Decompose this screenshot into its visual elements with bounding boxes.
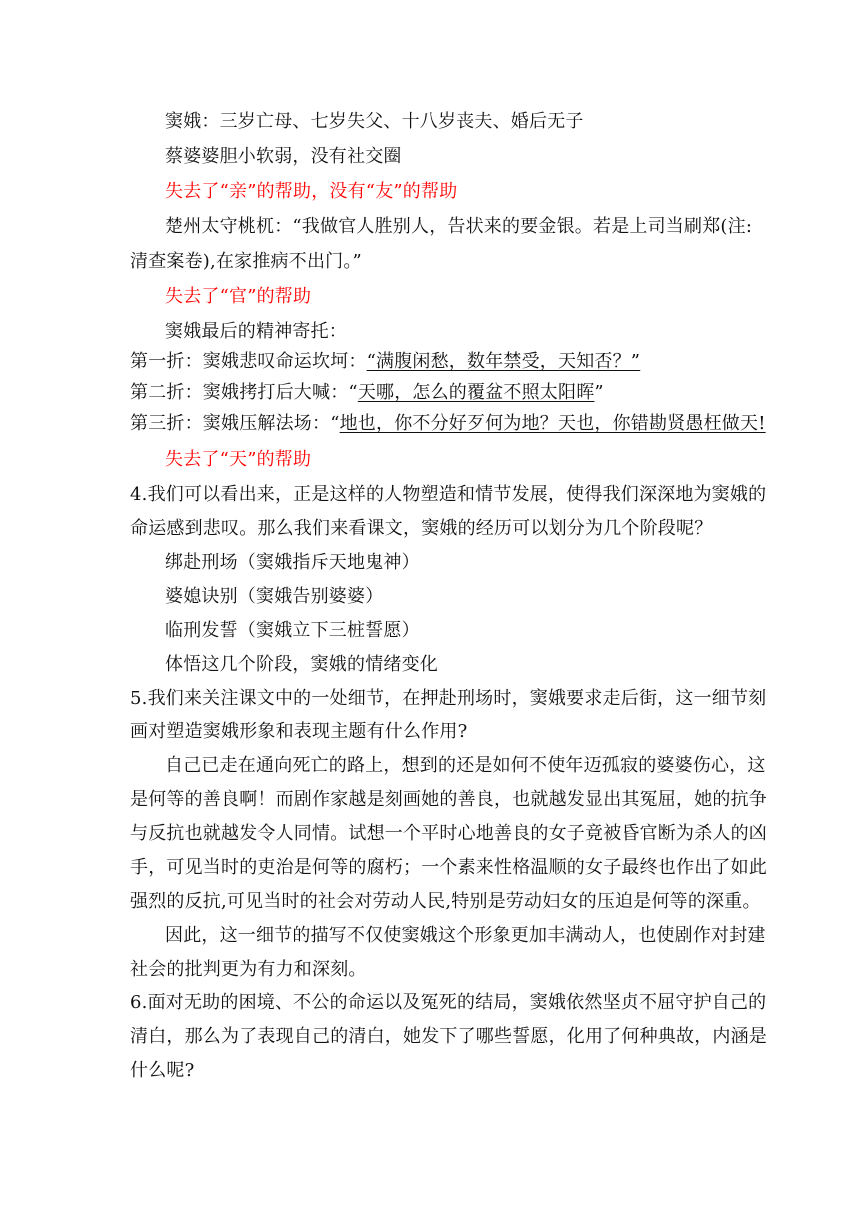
underlined-quote: “满腹闲愁，数年禁受，天知否？” bbox=[366, 351, 641, 372]
paragraph-line: 窦娥：三岁亡母、七岁失父、十八岁丧夫、婚后无子 bbox=[165, 111, 584, 132]
answer-line: 是何等的善良啊！而剧作家越是刻画她的善良，也就越发显出其冤屈，她的抗争 bbox=[130, 789, 767, 810]
act-prefix: 第一折：窦娥悲叹命运坎坷： bbox=[130, 351, 367, 372]
question-line: 什么呢? bbox=[130, 1060, 195, 1081]
question-line: 画对塑造窦娥形象和表现主题有什么作用? bbox=[130, 721, 468, 742]
highlight-line: 失去了“官”的帮助 bbox=[165, 286, 312, 307]
quote-mark: “ bbox=[330, 413, 340, 434]
answer-line: 社会的批判更为有力和深刻。 bbox=[130, 959, 367, 980]
stage-item: 婆媳诀别（窦娥告别婆婆） bbox=[165, 586, 384, 607]
paragraph-line: 体悟这几个阶段，窦娥的情绪变化 bbox=[165, 654, 438, 675]
answer-line: 与反抗也就越发令人同情。试想一个平时心地善良的女子竟被昏官断为杀人的凶 bbox=[130, 823, 767, 844]
question-line: 清白，那么为了表现自己的清白，她发下了哪些誓愿，化用了何种典故，内涵是 bbox=[130, 1026, 767, 1047]
question-line: 6.面对无助的困境、不公的命运以及冤死的结局，窦娥依然坚贞不屈守护自己的 bbox=[130, 992, 767, 1013]
quote-mark: ” bbox=[594, 382, 604, 403]
act-prefix: 第二折：窦娥拷打后大喊： bbox=[130, 382, 349, 403]
stage-item: 绑赴刑场（窦娥指斥天地鬼神） bbox=[165, 552, 420, 573]
stage-item: 临刑发誓（窦娥立下三桩誓愿） bbox=[165, 620, 420, 641]
answer-line: 手，可见当时的吏治是何等的腐朽；一个素来性格温顺的女子最终也作出了如此 bbox=[130, 857, 767, 878]
paragraph-line: 清查案卷),在家推病不出门。” bbox=[130, 251, 362, 272]
question-line: 5.我们来关注课文中的一处细节，在押赴刑场时，窦娥要求走后街，这一细节刻 bbox=[130, 688, 767, 709]
highlight-line: 失去了“亲”的帮助，没有“友”的帮助 bbox=[165, 181, 458, 202]
act-one-line bbox=[130, 349, 640, 375]
act-two-line bbox=[130, 380, 604, 406]
act-prefix: 第三折：窦娥压解法场： bbox=[130, 413, 331, 434]
answer-line: 自己已走在通向死亡的路上，想到的还是如何不使年迈孤寂的婆婆伤心，这 bbox=[165, 755, 766, 776]
highlight-line: 失去了“天”的帮助 bbox=[165, 449, 312, 470]
question-line: 4.我们可以看出来，正是这样的人物塑造和情节发展，使得我们深深地为窦娥的 bbox=[130, 484, 767, 505]
answer-line: 因此，这一细节的描写不仅使窦娥这个形象更加丰满动人，也使剧作对封建 bbox=[165, 925, 766, 946]
act-three-line bbox=[130, 411, 766, 437]
question-line: 命运感到悲叹。那么我们来看课文，窦娥的经历可以划分为几个阶段呢？ bbox=[130, 518, 713, 539]
paragraph-line: 蔡婆婆胆小软弱，没有社交圈 bbox=[165, 146, 402, 167]
paragraph-line: 窦娥最后的精神寄托： bbox=[165, 321, 347, 342]
quote-mark: “ bbox=[348, 382, 358, 403]
paragraph-line: 楚州太守桃杌：“我做官人胜别人，告状来的要金银。若是上司当刷郑(注: bbox=[165, 216, 753, 237]
underlined-quote: 天哪，怎么的覆盆不照太阳晖 bbox=[357, 382, 595, 403]
underlined-quote: 地也，你不分好歹何为地？天也，你错勘贤愚枉做天! bbox=[339, 413, 766, 434]
answer-line: 强烈的反抗,可见当时的社会对劳动人民,特别是劳动妇女的压迫是何等的深重。 bbox=[130, 891, 761, 912]
